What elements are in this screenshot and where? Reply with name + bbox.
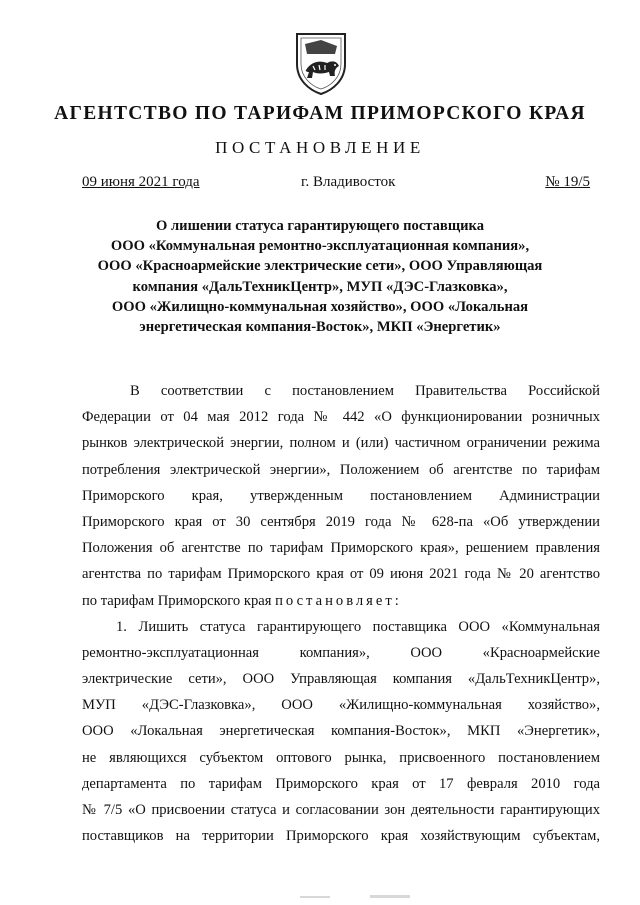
- preamble-last-text: по тарифам Приморского края: [82, 592, 276, 609]
- body-line: Федерации от 04 мая 2012 года № 442 «О функционировании розничных: [82, 409, 600, 426]
- document-type: ПОСТАНОВЛЕНИЕ: [215, 138, 425, 157]
- body-line: В соответствии с постановлением Правительства Российской: [130, 383, 600, 399]
- document-date: 09 июня 2021 года: [82, 174, 200, 190]
- body-line: не являющихся субъектом оптового рынка, присвоенного постановлением: [82, 749, 600, 766]
- title-line: ООО «Красноармейские электрические сети», ООО Управляющая: [97, 258, 543, 275]
- title-line: ООО «Жилищно-коммунальная хозяйство», ООО «Локальная: [111, 298, 529, 315]
- body-line: рынков электрической энергии, полном и (или) частичном ограничении режима: [82, 435, 600, 452]
- title-line: компания «ДальТехникЦентр», МУП «ДЭС-Глазковка»,: [132, 278, 508, 295]
- body-line: агентства по тарифам Приморского края от 09 июня 2021 года № 20 агентство: [82, 566, 600, 583]
- title-line: энергетическая компания-Восток», МКП «Энергетик»: [139, 319, 501, 336]
- body-line: ремонтно-эксплуатационная компания», ООО «Красноармейские: [82, 644, 600, 661]
- body-line: Положения об агентстве по тарифам Приморского края», решением правления: [82, 540, 600, 557]
- title-line: ООО «Коммунальная ремонтно-эксплуатационная компания»,: [110, 238, 530, 255]
- scan-artifact: [300, 894, 420, 900]
- title-line: О лишении статуса гарантирующего поставщика: [155, 218, 485, 234]
- body-line: потребления электрической энергии», Положением об агентстве по тарифам: [82, 461, 600, 478]
- body-line: ООО «Локальная энергетическая компания-Восток», МКП «Энергетик»,: [82, 723, 600, 740]
- coat-of-arms-icon: [293, 30, 349, 96]
- body-line: электрические сети», ООО Управляющая компания «ДальТехникЦентр»,: [82, 671, 600, 688]
- body-line: поставщиков на территории Приморского края хозяйствующим субъектам,: [82, 828, 600, 845]
- body-line: [82, 588, 600, 614]
- body-line: департамента по тарифам Приморского края от 17 февраля 2010 года: [82, 775, 600, 792]
- body-line: Приморского края от 30 сентября 2019 года № 628-па «Об утверждении: [82, 513, 600, 530]
- document-body: [82, 378, 600, 849]
- body-line: Приморского края, утвержденным постановлением Администрации: [82, 487, 600, 504]
- body-line: 1. Лишить статуса гарантирующего поставщика ООО «Коммунальная: [116, 618, 600, 635]
- body-line: МУП «ДЭС-Глазковка», ООО «Жилищно-коммунальная хозяйство»,: [82, 697, 600, 714]
- agency-name: АГЕНТСТВО ПО ТАРИФАМ ПРИМОРСКОГО КРАЯ: [54, 103, 586, 124]
- document-number: № 19/5: [545, 174, 590, 190]
- resolve-word: постановляет:: [275, 592, 402, 609]
- document-city: г. Владивосток: [301, 174, 396, 190]
- body-line: № 7/5 «О присвоении статуса и согласовании зон деятельности гарантирующих: [82, 802, 600, 818]
- document-title: [60, 216, 580, 337]
